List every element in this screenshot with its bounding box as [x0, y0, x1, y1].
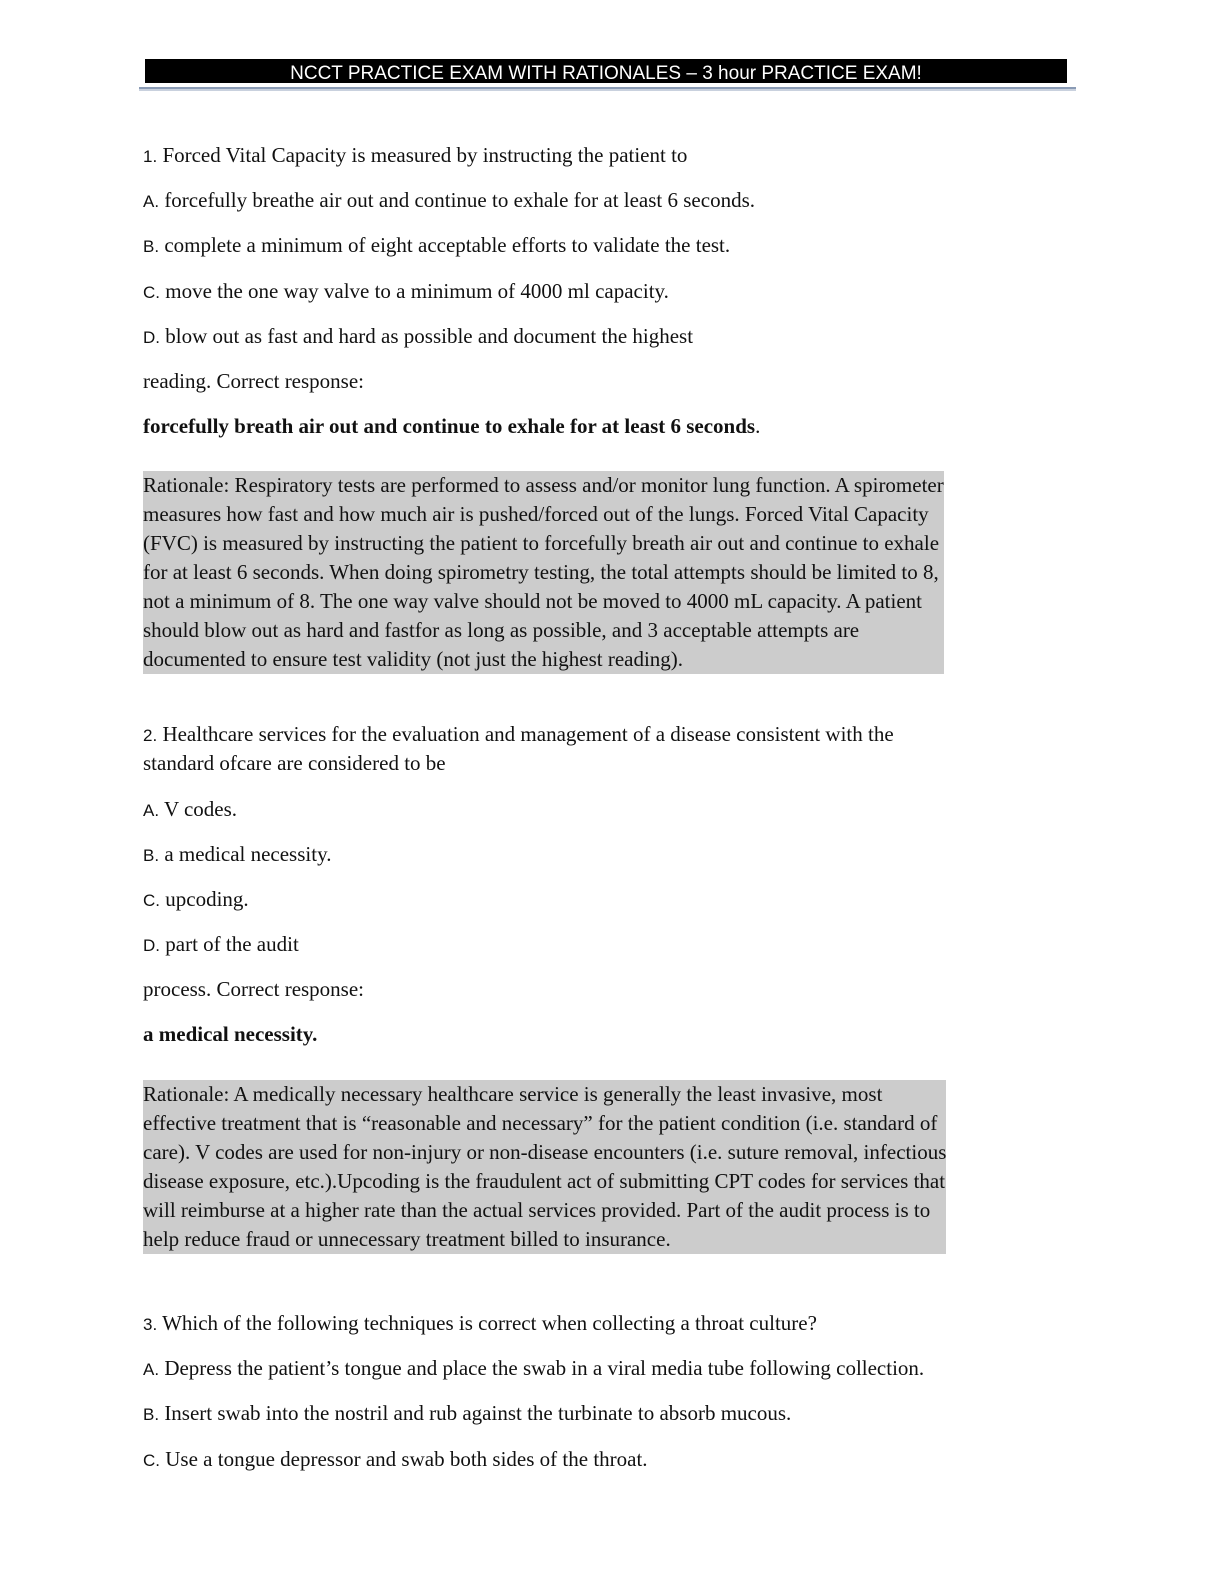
question-2-option-c: C. upcoding. — [143, 887, 249, 911]
question-1-option-d: D. blow out as fast and hard as possible and document the highest — [143, 324, 694, 348]
rationale-line: will reimburse at a higher rate than the actual services provided. Part of the audit process is to — [143, 1196, 930, 1225]
question-2-option-a: A. V codes. — [143, 797, 238, 821]
question-3-stem: 3. Which of the following techniques is correct when collecting a throat culture? — [143, 1311, 817, 1335]
question-2-stem-continued: standard ofcare are considered to be — [143, 751, 446, 775]
question-2-correct-response-label: process. Correct response: — [143, 977, 365, 1001]
question-1-option-a: A. forcefully breathe air out and continue to exhale for at least 6 seconds. — [143, 188, 755, 212]
header-title: NCCT PRACTICE EXAM WITH RATIONALES – 3 hour PRACTICE EXAM! — [145, 59, 1067, 83]
rationale-line: measures how fast and how much air is pushed/forced out of the lungs. Forced Vital Capacity — [143, 500, 929, 529]
rationale-line: Rationale: A medically necessary healthcare service is generally the least invasive, most — [143, 1080, 882, 1109]
rationale-line: for at least 6 seconds. When doing spirometry testing, the total attempts should be limited to 8, — [143, 558, 939, 587]
question-2-stem: 2. Healthcare services for the evaluation and management of a disease consistent with the — [143, 722, 894, 746]
rationale-line: Rationale: Respiratory tests are performed to assess and/or monitor lung function. A spirometer — [143, 471, 944, 500]
rationale-line: documented to ensure test validity (not just the highest reading). — [143, 645, 683, 674]
rationale-line: (FVC) is measured by instructing the patient to forcefully breath air out and continue to exhale — [143, 529, 939, 558]
question-2-answer: a medical necessity. — [143, 1022, 318, 1046]
question-1-stem: 1. Forced Vital Capacity is measured by instructing the patient to — [143, 143, 688, 167]
rationale-line: care). V codes are used for non-injury or non-disease encounters (i.e. suture removal, infectious — [143, 1138, 946, 1167]
page-header — [139, 56, 1076, 91]
question-3-option-b: B. Insert swab into the nostril and rub against the turbinate to absorb mucous. — [143, 1401, 792, 1425]
rationale-line: not a minimum of 8. The one way valve should not be moved to 4000 mL capacity. A patient — [143, 587, 922, 616]
question-2-option-b: B. a medical necessity. — [143, 842, 332, 866]
rationale-line: should blow out as hard and fastfor as long as possible, and 3 acceptable attempts are — [143, 616, 859, 645]
question-3-option-a: A. Depress the patient’s tongue and place the swab in a viral media tube following collection. — [143, 1356, 925, 1380]
question-2-option-d: D. part of the audit — [143, 932, 299, 956]
rationale-line: effective treatment that is “reasonable and necessary” for the patient condition (i.e. standard of — [143, 1109, 937, 1138]
question-2-rationale — [143, 1080, 946, 1254]
question-1-rationale — [143, 471, 944, 674]
question-1-option-b: B. complete a minimum of eight acceptable efforts to validate the test. — [143, 233, 731, 257]
header-rule-shadow — [139, 89, 1076, 91]
rationale-line: disease exposure, etc.).Upcoding is the fraudulent act of submitting CPT codes for services that — [143, 1167, 945, 1196]
rationale-line: help reduce fraud or unnecessary treatment billed to insurance. — [143, 1225, 671, 1254]
question-3-option-c: C. Use a tongue depressor and swab both sides of the throat. — [143, 1447, 648, 1471]
question-1-option-c: C. move the one way valve to a minimum of 4000 ml capacity. — [143, 279, 669, 303]
question-1-correct-response-label: reading. Correct response: — [143, 369, 365, 393]
question-1-answer: forcefully breath air out and continue to exhale for at least 6 seconds. — [143, 414, 761, 438]
